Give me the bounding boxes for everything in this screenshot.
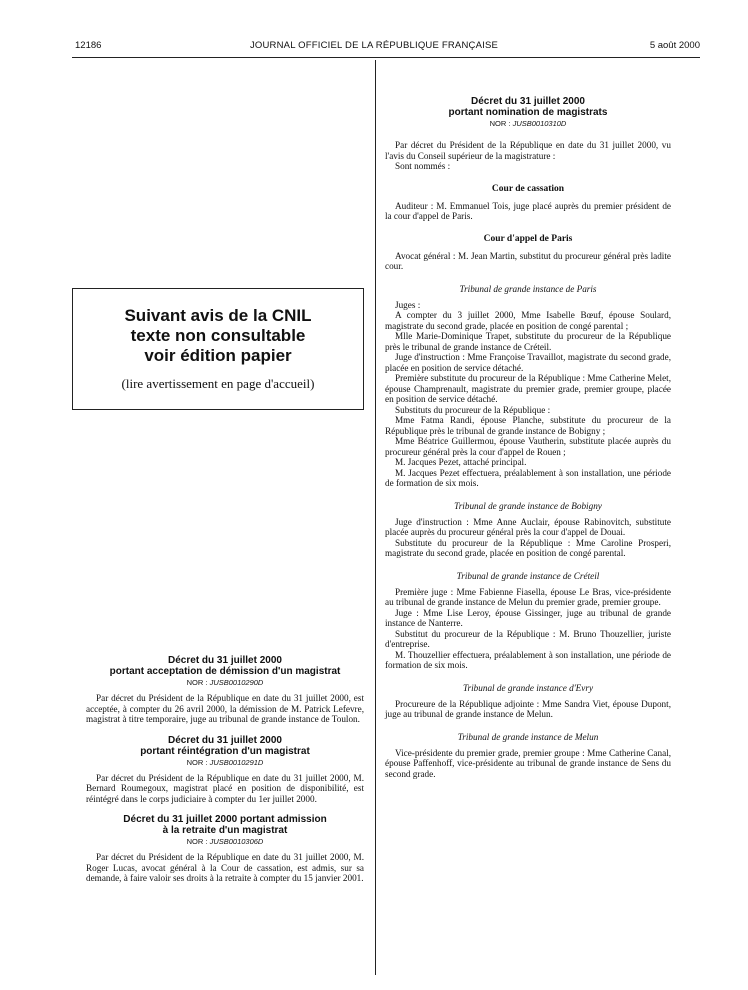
decree-title: Décret du 31 juillet 2000 [168,655,282,666]
decree-body: Par décret du Président de la République en date du 31 juillet 2000, M. Roger Lucas, avocat général à la Cour de cassation, est admis, sur sa demande, à faire valoir ses droits à la retraite à compter du 15 janvier 2001. [86,852,364,883]
decree-body: Par décret du Président de la République en date du 31 juillet 2000, M. Bernard Roumegoux, magistrat placé en position de disponibilité, est réintégré dans le corps judiciaire à compter du 1er juillet 2000. [86,772,364,804]
decree-reinstatement [86,735,364,805]
section-heading-cassation: Cour de cassation [491,183,565,194]
paragraph: Procureure de la République adjointe : Mme Sandra Viet, épouse Dupont, juge au tribunal de grande instance de Melun. [385,698,671,719]
paragraph: Mlle Marie-Dominique Trapet, substitute du procureur de la République près le tribunal de grande instance de Créteil. [385,331,671,352]
decree-subtitle: à la retraite d'un magistrat [162,825,288,836]
column-divider [375,60,376,975]
journal-title: JOURNAL OFFICIEL DE LA RÉPUBLIQUE FRANÇAISE [249,40,499,51]
paragraph: Première substitute du procureur de la République : Mme Catherine Melet, épouse Champrenault, magistrate du premier grade, premier groupe, placée en position de service détaché. [385,373,671,404]
notice-line-2: texte non consultable [130,326,306,345]
paragraph: Auditeur : M. Emmanuel Tois, juge placé auprès du premier président de la cour d'appel de Paris. [385,200,671,221]
melun-appointments [385,748,671,780]
tribunal-heading-bobigny: Tribunal de grande instance de Bobigny [454,500,602,511]
paragraph: M. Thouzellier effectuera, préalablement à son installation, une période de formation de six mois. [385,649,671,670]
decree-resignation [86,655,364,725]
right-column [385,96,671,779]
paragraph: Juges : [395,299,421,310]
paragraph: Substituts du procureur de la République : [395,404,551,415]
cnil-notice-box [72,288,364,410]
tribunal-heading-evry: Tribunal de grande instance d'Evry [462,682,594,693]
paragraph: Avocat général : M. Jean Martin, substitut du procureur général près ladite cour. [385,250,671,271]
decree-intro: Par décret du Président de la République en date du 31 juillet 2000, vu l'avis du Conseil supérieur de la magistrature : [385,140,671,161]
decree-title: Décret du 31 juillet 2000 [471,96,585,107]
decree-subtitle: portant réintégration d'un magistrat [140,745,310,757]
notice-line-1: Suivant avis de la CNIL [124,306,312,325]
decree-title: Décret du 31 juillet 2000 portant admission [123,814,327,825]
left-column [86,655,364,884]
evry-appointments [385,699,671,720]
page-header [0,40,748,56]
paragraph: Juge : Mme Lise Leroy, épouse Gissinger, juge au tribunal de grande instance de Nanterre. [385,607,671,628]
paragraph: Première juge : Mme Fabienne Fiasella, épouse Le Bras, vice-présidente au tribunal de grande instance de Melun du premier grade, premier groupe. [385,586,671,607]
page-number: 12186 [75,40,102,51]
tribunal-heading-paris: Tribunal de grande instance de Paris [459,283,597,294]
nor-reference: NOR : JUSB0010306D [186,837,264,846]
paragraph: A compter du 3 juillet 2000, Mme Isabelle Bœuf, épouse Soulard, magistrate du second grade, placée en position de congé parental ; [385,310,671,331]
bobigny-appointments [385,517,671,559]
notice-line-4: (lire avertissement en page d'accueil) [121,376,315,391]
nor-reference: NOR : JUSB0010291D [186,757,264,767]
header-rule [72,57,700,58]
paragraph: M. Jacques Pezet effectuera, préalablement à son installation, une période de formation de six mois. [385,467,671,488]
paragraph: Substitute du procureur de la République : Mme Caroline Prosperi, magistrate du second grade, placée en position de congé parental. [385,537,671,558]
decree-subtitle: portant nomination de magistrats [448,107,608,118]
decree-title: Décret du 31 juillet 2000 [168,734,282,746]
decree-subtitle: portant acceptation de démission d'un magistrat [109,666,341,677]
issue-date: 5 août 2000 [649,40,700,51]
paragraph: Vice-présidente du premier grade, premier groupe : Mme Catherine Canal, épouse Paffenhoff, vice-présidente au tribunal de grande instance de Sens du second grade. [385,747,671,779]
paragraph: M. Jacques Pezet, attaché principal. [395,457,527,467]
section-heading-appel-paris: Cour d'appel de Paris [483,233,573,244]
paragraph: Juge d'instruction : Mme Françoise Travaillot, magistrate du second grade, placée en position de service détaché. [385,352,671,373]
tribunal-heading-melun: Tribunal de grande instance de Melun [457,731,599,742]
creteil-appointments [385,587,671,671]
nor-reference: NOR : JUSB0010290D [186,678,264,687]
nor-reference: NOR : JUSB0010310D [489,119,567,128]
notice-line-3: voir édition papier [144,346,292,365]
paragraph: Mme Fatma Randi, épouse Planche, substitute du procureur de la République près le tribunal de grande instance de Bobigny ; [385,415,671,436]
paragraph: Mme Béatrice Guillermou, épouse Vautherin, substitute placée auprès du procureur général près la cour d'appel de Rouen ; [385,436,671,457]
paris-appointments [385,300,671,489]
appointed-label: Sont nommés : [395,161,451,171]
decree-retirement [86,814,364,884]
paragraph: Juge d'instruction : Mme Anne Auclair, épouse Rabinovitch, substitute placée auprès du procureur général près la cour d'appel de Douai. [385,516,671,537]
paragraph: Substitut du procureur de la République : M. Bruno Thouzellier, juriste d'entreprise. [385,628,671,649]
decree-body: Par décret du Président de la République en date du 31 juillet 2000, est acceptée, à compter du 26 avril 2000, la démission de M. Patrick Lefevre, magistrat à titre temporaire, juge au tribunal de grande instance de Toulon. [86,693,364,724]
tribunal-heading-creteil: Tribunal de grande instance de Créteil [456,570,600,581]
